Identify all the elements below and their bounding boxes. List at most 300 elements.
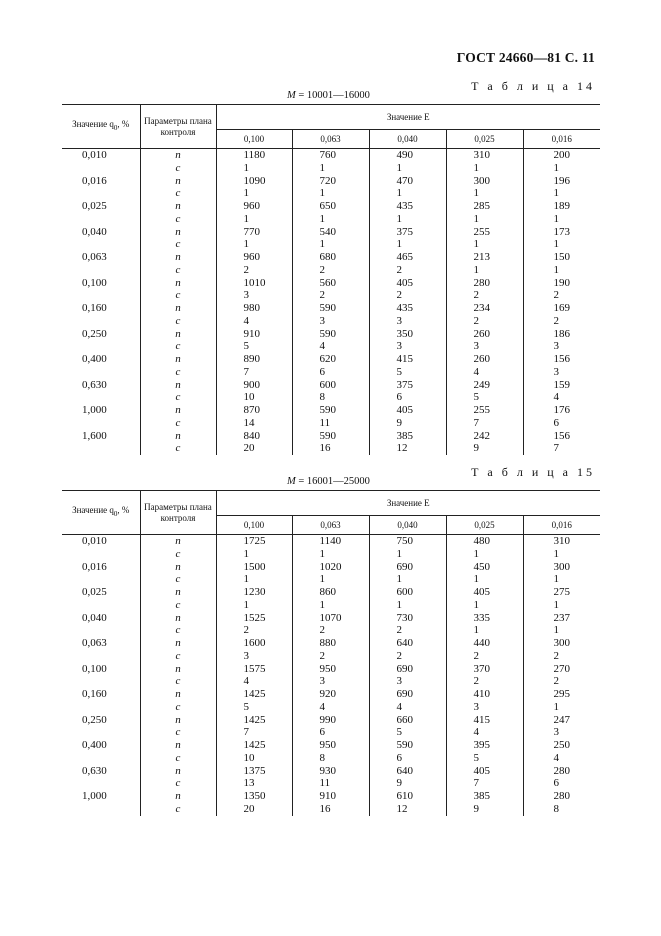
q0-value: 0,010: [62, 149, 140, 162]
cell-value: 12: [369, 803, 446, 816]
table-row: [62, 599, 600, 612]
q0-value: 0,063: [62, 637, 140, 650]
cell-value: 2: [446, 289, 523, 302]
cell-value: 2: [292, 650, 369, 663]
cell-value: 5: [369, 726, 446, 739]
e-value-header: 0,063: [292, 130, 369, 149]
cell-value: 2: [369, 624, 446, 637]
table-row: [62, 175, 600, 188]
cell-value: 16: [292, 442, 369, 455]
param-symbol: n: [140, 353, 216, 366]
param-symbol: n: [140, 430, 216, 443]
cell-value: 590: [292, 404, 369, 417]
cell-value: 1090: [216, 175, 292, 188]
q0-value: 0,040: [62, 226, 140, 239]
cell-value: 186: [553, 327, 570, 340]
cell-value: 3: [446, 340, 523, 353]
cell-value: 620: [292, 353, 369, 366]
param-symbol: c: [140, 340, 216, 353]
cell-value: 1: [369, 548, 446, 561]
cell-value: 1: [553, 547, 559, 560]
cell-value: 3: [553, 726, 559, 739]
param-symbol: n: [140, 765, 216, 778]
cell-value: 1525: [216, 612, 292, 625]
cell-value: 610: [369, 790, 446, 803]
cell-value: 1725: [216, 535, 292, 548]
param-symbol: n: [140, 561, 216, 574]
q0-value: 0,025: [62, 586, 140, 599]
cell-value: 1: [216, 238, 292, 251]
table-row: [62, 752, 600, 765]
cell-value: 2: [446, 315, 523, 328]
cell-value: 960: [216, 251, 292, 264]
q0-value: [62, 573, 140, 586]
cell-value: 1: [216, 573, 292, 586]
cell-value: 8: [553, 802, 559, 815]
cell-value: 2: [553, 289, 559, 302]
cell-value: 600: [369, 586, 446, 599]
cell-value: 385: [446, 790, 523, 803]
cell-value: 2: [446, 650, 523, 663]
cell-value: 176: [553, 404, 570, 416]
q0-value: [62, 599, 140, 612]
q0-value: [62, 391, 140, 404]
cell-value: 4: [292, 701, 369, 714]
cell-value: 2: [369, 650, 446, 663]
cell-value: 4: [553, 391, 559, 404]
cell-value: 6: [553, 777, 559, 790]
cell-value: 3: [446, 701, 523, 714]
q0-value: 0,250: [62, 328, 140, 341]
cell-value: 2: [446, 675, 523, 688]
cell-value: 910: [292, 790, 369, 803]
cell-value: 1180: [216, 149, 292, 162]
cell-value: 4: [446, 366, 523, 379]
cell-value: 1: [446, 264, 523, 277]
cell-value: 260: [446, 328, 523, 341]
cell-value: 3: [553, 365, 559, 378]
page-header: ГОСТ 24660—81 С. 11: [456, 50, 595, 65]
cell-value: 1: [292, 548, 369, 561]
table-row: [62, 548, 600, 561]
param-symbol: c: [140, 315, 216, 328]
cell-value: 410: [446, 688, 523, 701]
cell-value: 690: [369, 663, 446, 676]
q0-value: 0,630: [62, 765, 140, 778]
cell-value: 5: [216, 701, 292, 714]
cell-value: 7: [446, 417, 523, 430]
param-symbol: n: [140, 149, 216, 162]
param-symbol: n: [140, 175, 216, 188]
q0-value: [62, 289, 140, 302]
param-symbol: n: [140, 379, 216, 392]
param-symbol: n: [140, 302, 216, 315]
cell-value: 6: [292, 726, 369, 739]
cell-value: 2: [216, 264, 292, 277]
cell-value: 415: [446, 714, 523, 727]
param-symbol: n: [140, 637, 216, 650]
cell-value: 1: [553, 187, 559, 200]
cell-value: 7: [216, 726, 292, 739]
cell-value: 234: [446, 302, 523, 315]
table-row: [62, 238, 600, 251]
table-row: [62, 663, 600, 676]
cell-value: 370: [446, 663, 523, 676]
table-row: [62, 149, 600, 162]
q0-value: [62, 803, 140, 816]
cell-value: 920: [292, 688, 369, 701]
cell-value: 250: [553, 739, 570, 751]
cell-value: 1: [446, 162, 523, 175]
table-row: [62, 277, 600, 290]
cell-value: 20: [216, 442, 292, 455]
table-row: [62, 561, 600, 574]
cell-value: 1: [292, 599, 369, 612]
param-symbol: n: [140, 688, 216, 701]
m-range-text: = 16001—25000: [295, 476, 370, 487]
q0-value: [62, 675, 140, 688]
cell-value: 2: [292, 264, 369, 277]
cell-value: 2: [369, 289, 446, 302]
cell-value: 1425: [216, 714, 292, 727]
cell-value: 5: [446, 752, 523, 765]
cell-value: 1: [446, 573, 523, 586]
q0-value: 0,100: [62, 663, 140, 676]
param-symbol: c: [140, 701, 216, 714]
e-value-header: 0,100: [216, 516, 292, 535]
cell-value: 169: [553, 302, 570, 314]
cell-value: 415: [369, 353, 446, 366]
table-14-label: Т а б л и ц а 14: [471, 79, 595, 93]
cell-value: 3: [369, 340, 446, 353]
cell-value: 7: [216, 366, 292, 379]
cell-value: 173: [553, 225, 570, 238]
param-symbol: c: [140, 675, 216, 688]
q0-value: [62, 752, 140, 765]
cell-value: 295: [553, 688, 570, 700]
q0-value: 0,100: [62, 277, 140, 290]
param-symbol: n: [140, 328, 216, 341]
cell-value: 1425: [216, 688, 292, 701]
table-row: [62, 573, 600, 586]
q0-value: [62, 777, 140, 790]
cell-value: 247: [553, 713, 570, 726]
cell-value: 10: [216, 391, 292, 404]
param-symbol: c: [140, 777, 216, 790]
cell-value: 156: [553, 429, 570, 442]
cell-value: 1140: [292, 535, 369, 548]
e-value-header: 0,040: [369, 130, 446, 149]
cell-value: 2: [292, 624, 369, 637]
cell-value: 242: [446, 430, 523, 443]
cell-value: 440: [446, 637, 523, 650]
param-symbol: n: [140, 404, 216, 417]
param-symbol: c: [140, 650, 216, 663]
cell-value: 2: [553, 675, 559, 688]
cell-value: 156: [553, 353, 570, 365]
cell-value: 840: [216, 430, 292, 443]
cell-value: 660: [369, 714, 446, 727]
q0-value: [62, 238, 140, 251]
q0-value: [62, 162, 140, 175]
cell-value: 9: [446, 442, 523, 455]
cell-value: 11: [292, 777, 369, 790]
table-row: [62, 213, 600, 226]
cell-value: 260: [446, 353, 523, 366]
cell-value: 395: [446, 739, 523, 752]
cell-value: 1: [292, 162, 369, 175]
table-15-m-range: [287, 476, 370, 487]
q0-value: 0,040: [62, 612, 140, 625]
param-symbol: n: [140, 714, 216, 727]
table-row: [62, 417, 600, 430]
cell-value: 4: [292, 340, 369, 353]
cell-value: 1500: [216, 561, 292, 574]
cell-value: 2: [216, 624, 292, 637]
cell-value: 1020: [292, 561, 369, 574]
table-row: [62, 688, 600, 701]
q0-value: 1,600: [62, 430, 140, 443]
table-row: [62, 714, 600, 727]
q0-value: [62, 340, 140, 353]
cell-value: 1: [369, 162, 446, 175]
cell-value: 2: [292, 289, 369, 302]
cell-value: 1575: [216, 663, 292, 676]
cell-value: 5: [369, 366, 446, 379]
table-15-label: Т а б л и ц а 15: [471, 465, 595, 479]
param-symbol: c: [140, 599, 216, 612]
cell-value: 1: [369, 599, 446, 612]
cell-value: 350: [369, 328, 446, 341]
cell-value: 540: [292, 226, 369, 239]
cell-value: 4: [216, 675, 292, 688]
cell-value: 730: [369, 612, 446, 625]
cell-value: 1: [553, 161, 559, 174]
cell-value: 435: [369, 302, 446, 315]
cell-value: 6: [369, 752, 446, 765]
table-row: [62, 624, 600, 637]
cell-value: 980: [216, 302, 292, 315]
cell-value: 1: [553, 598, 559, 611]
cell-value: 1: [292, 187, 369, 200]
table-row: [62, 430, 600, 443]
e-value-header: 0,016: [551, 133, 572, 144]
param-symbol: n: [140, 277, 216, 290]
param-symbol: n: [140, 612, 216, 625]
cell-value: 890: [216, 353, 292, 366]
cell-value: 4: [216, 315, 292, 328]
cell-value: 930: [292, 765, 369, 778]
cell-value: 4: [369, 701, 446, 714]
cell-value: 590: [292, 302, 369, 315]
cell-value: 1: [369, 238, 446, 251]
cell-value: 200: [553, 149, 570, 161]
q0-value: [62, 264, 140, 277]
cell-value: 1375: [216, 765, 292, 778]
q0-value: [62, 701, 140, 714]
table-row: [62, 586, 600, 599]
cell-value: 690: [369, 688, 446, 701]
cell-value: 6: [553, 416, 559, 429]
cell-value: 1: [216, 548, 292, 561]
cell-value: 2: [553, 649, 559, 662]
cell-value: 150: [553, 251, 570, 263]
table-row: [62, 379, 600, 392]
cell-value: 3: [292, 675, 369, 688]
cell-value: 13: [216, 777, 292, 790]
cell-value: 385: [369, 430, 446, 443]
cell-value: 20: [216, 803, 292, 816]
table-row: [62, 366, 600, 379]
col-q-header: Значение $q_0$, %: [62, 491, 140, 535]
cell-value: 720: [292, 175, 369, 188]
cell-value: 760: [292, 149, 369, 162]
cell-value: 880: [292, 637, 369, 650]
table-row: [62, 328, 600, 341]
param-symbol: n: [140, 226, 216, 239]
cell-value: 590: [292, 328, 369, 341]
cell-value: 1: [446, 548, 523, 561]
cell-value: 159: [553, 378, 570, 391]
cell-value: 950: [292, 739, 369, 752]
cell-value: 285: [446, 200, 523, 213]
cell-value: 1: [446, 624, 523, 637]
param-symbol: c: [140, 366, 216, 379]
q0-value: 0,160: [62, 688, 140, 701]
cell-value: 435: [369, 200, 446, 213]
q0-value: 1,000: [62, 790, 140, 803]
param-symbol: n: [140, 535, 216, 548]
e-group-header: Значение E: [216, 105, 600, 130]
table-row: [62, 289, 600, 302]
cell-value: 1010: [216, 277, 292, 290]
table-row: [62, 391, 600, 404]
cell-value: 1: [553, 573, 559, 586]
table-row: [62, 765, 600, 778]
cell-value: 590: [292, 430, 369, 443]
param-symbol: c: [140, 264, 216, 277]
cell-value: 190: [553, 276, 570, 289]
param-symbol: c: [140, 624, 216, 637]
e-value-header: 0,100: [216, 130, 292, 149]
table-row: [62, 162, 600, 175]
cell-value: 2: [369, 264, 446, 277]
param-symbol: n: [140, 790, 216, 803]
cell-value: 10: [216, 752, 292, 765]
cell-value: 1: [446, 213, 523, 226]
e-value-header: 0,016: [551, 519, 572, 530]
cell-value: 405: [446, 586, 523, 599]
cell-value: 1350: [216, 790, 292, 803]
cell-value: 1: [292, 573, 369, 586]
cell-value: 450: [446, 561, 523, 574]
cell-value: 275: [553, 586, 570, 598]
table-row: [62, 803, 600, 816]
param-symbol: c: [140, 442, 216, 455]
param-symbol: n: [140, 586, 216, 599]
cell-value: 3: [292, 315, 369, 328]
cell-value: 9: [446, 803, 523, 816]
table-14: [62, 104, 600, 455]
col-q-header: Значение $q_0$, %: [62, 105, 140, 149]
cell-value: 1: [216, 187, 292, 200]
table-row: [62, 404, 600, 417]
col-params-header: Параметры плана контроля: [140, 491, 216, 535]
cell-value: 405: [369, 404, 446, 417]
cell-value: 310: [446, 149, 523, 162]
q0-value: [62, 213, 140, 226]
table-row: [62, 187, 600, 200]
q0-value: [62, 315, 140, 328]
cell-value: 560: [292, 277, 369, 290]
cell-value: 1230: [216, 586, 292, 599]
q0-value: 1,000: [62, 404, 140, 417]
m-symbol: M: [287, 476, 296, 487]
table-row: [62, 612, 600, 625]
table-row: [62, 302, 600, 315]
param-symbol: c: [140, 417, 216, 430]
cell-value: 1: [369, 187, 446, 200]
cell-value: 3: [216, 289, 292, 302]
e-value-header: 0,040: [369, 516, 446, 535]
cell-value: 4: [553, 751, 559, 764]
cell-value: 1070: [292, 612, 369, 625]
cell-value: 3: [216, 650, 292, 663]
table-row: [62, 726, 600, 739]
cell-value: 1: [446, 238, 523, 251]
cell-value: 470: [369, 175, 446, 188]
table-15: [62, 490, 600, 816]
cell-value: 12: [369, 442, 446, 455]
q0-value: 0,063: [62, 251, 140, 264]
q0-value: [62, 417, 140, 430]
e-value-header: 0,025: [446, 130, 523, 149]
e-value-header: 0,025: [446, 516, 523, 535]
cell-value: 640: [369, 765, 446, 778]
cell-value: 1: [369, 573, 446, 586]
cell-value: 465: [369, 251, 446, 264]
cell-value: 950: [292, 663, 369, 676]
cell-value: 1: [553, 238, 559, 251]
param-symbol: c: [140, 548, 216, 561]
cell-value: 335: [446, 612, 523, 625]
cell-value: 280: [553, 790, 570, 802]
q0-value: [62, 650, 140, 663]
cell-value: 750: [369, 535, 446, 548]
cell-value: 1: [446, 599, 523, 612]
cell-value: 405: [446, 765, 523, 778]
table-row: [62, 315, 600, 328]
table-row: [62, 226, 600, 239]
q0-value: 0,400: [62, 739, 140, 752]
table-row: [62, 353, 600, 366]
cell-value: 8: [292, 752, 369, 765]
cell-value: 11: [292, 417, 369, 430]
param-symbol: c: [140, 391, 216, 404]
cell-value: 3: [553, 340, 559, 353]
cell-value: 1: [292, 238, 369, 251]
cell-value: 490: [369, 149, 446, 162]
cell-value: 375: [369, 226, 446, 239]
cell-value: 1: [216, 162, 292, 175]
cell-value: 249: [446, 379, 523, 392]
m-range-text: = 10001—16000: [295, 90, 370, 101]
cell-value: 300: [553, 560, 570, 573]
cell-value: 2: [553, 314, 559, 327]
cell-value: 405: [369, 277, 446, 290]
cell-value: 6: [292, 366, 369, 379]
param-symbol: n: [140, 739, 216, 752]
